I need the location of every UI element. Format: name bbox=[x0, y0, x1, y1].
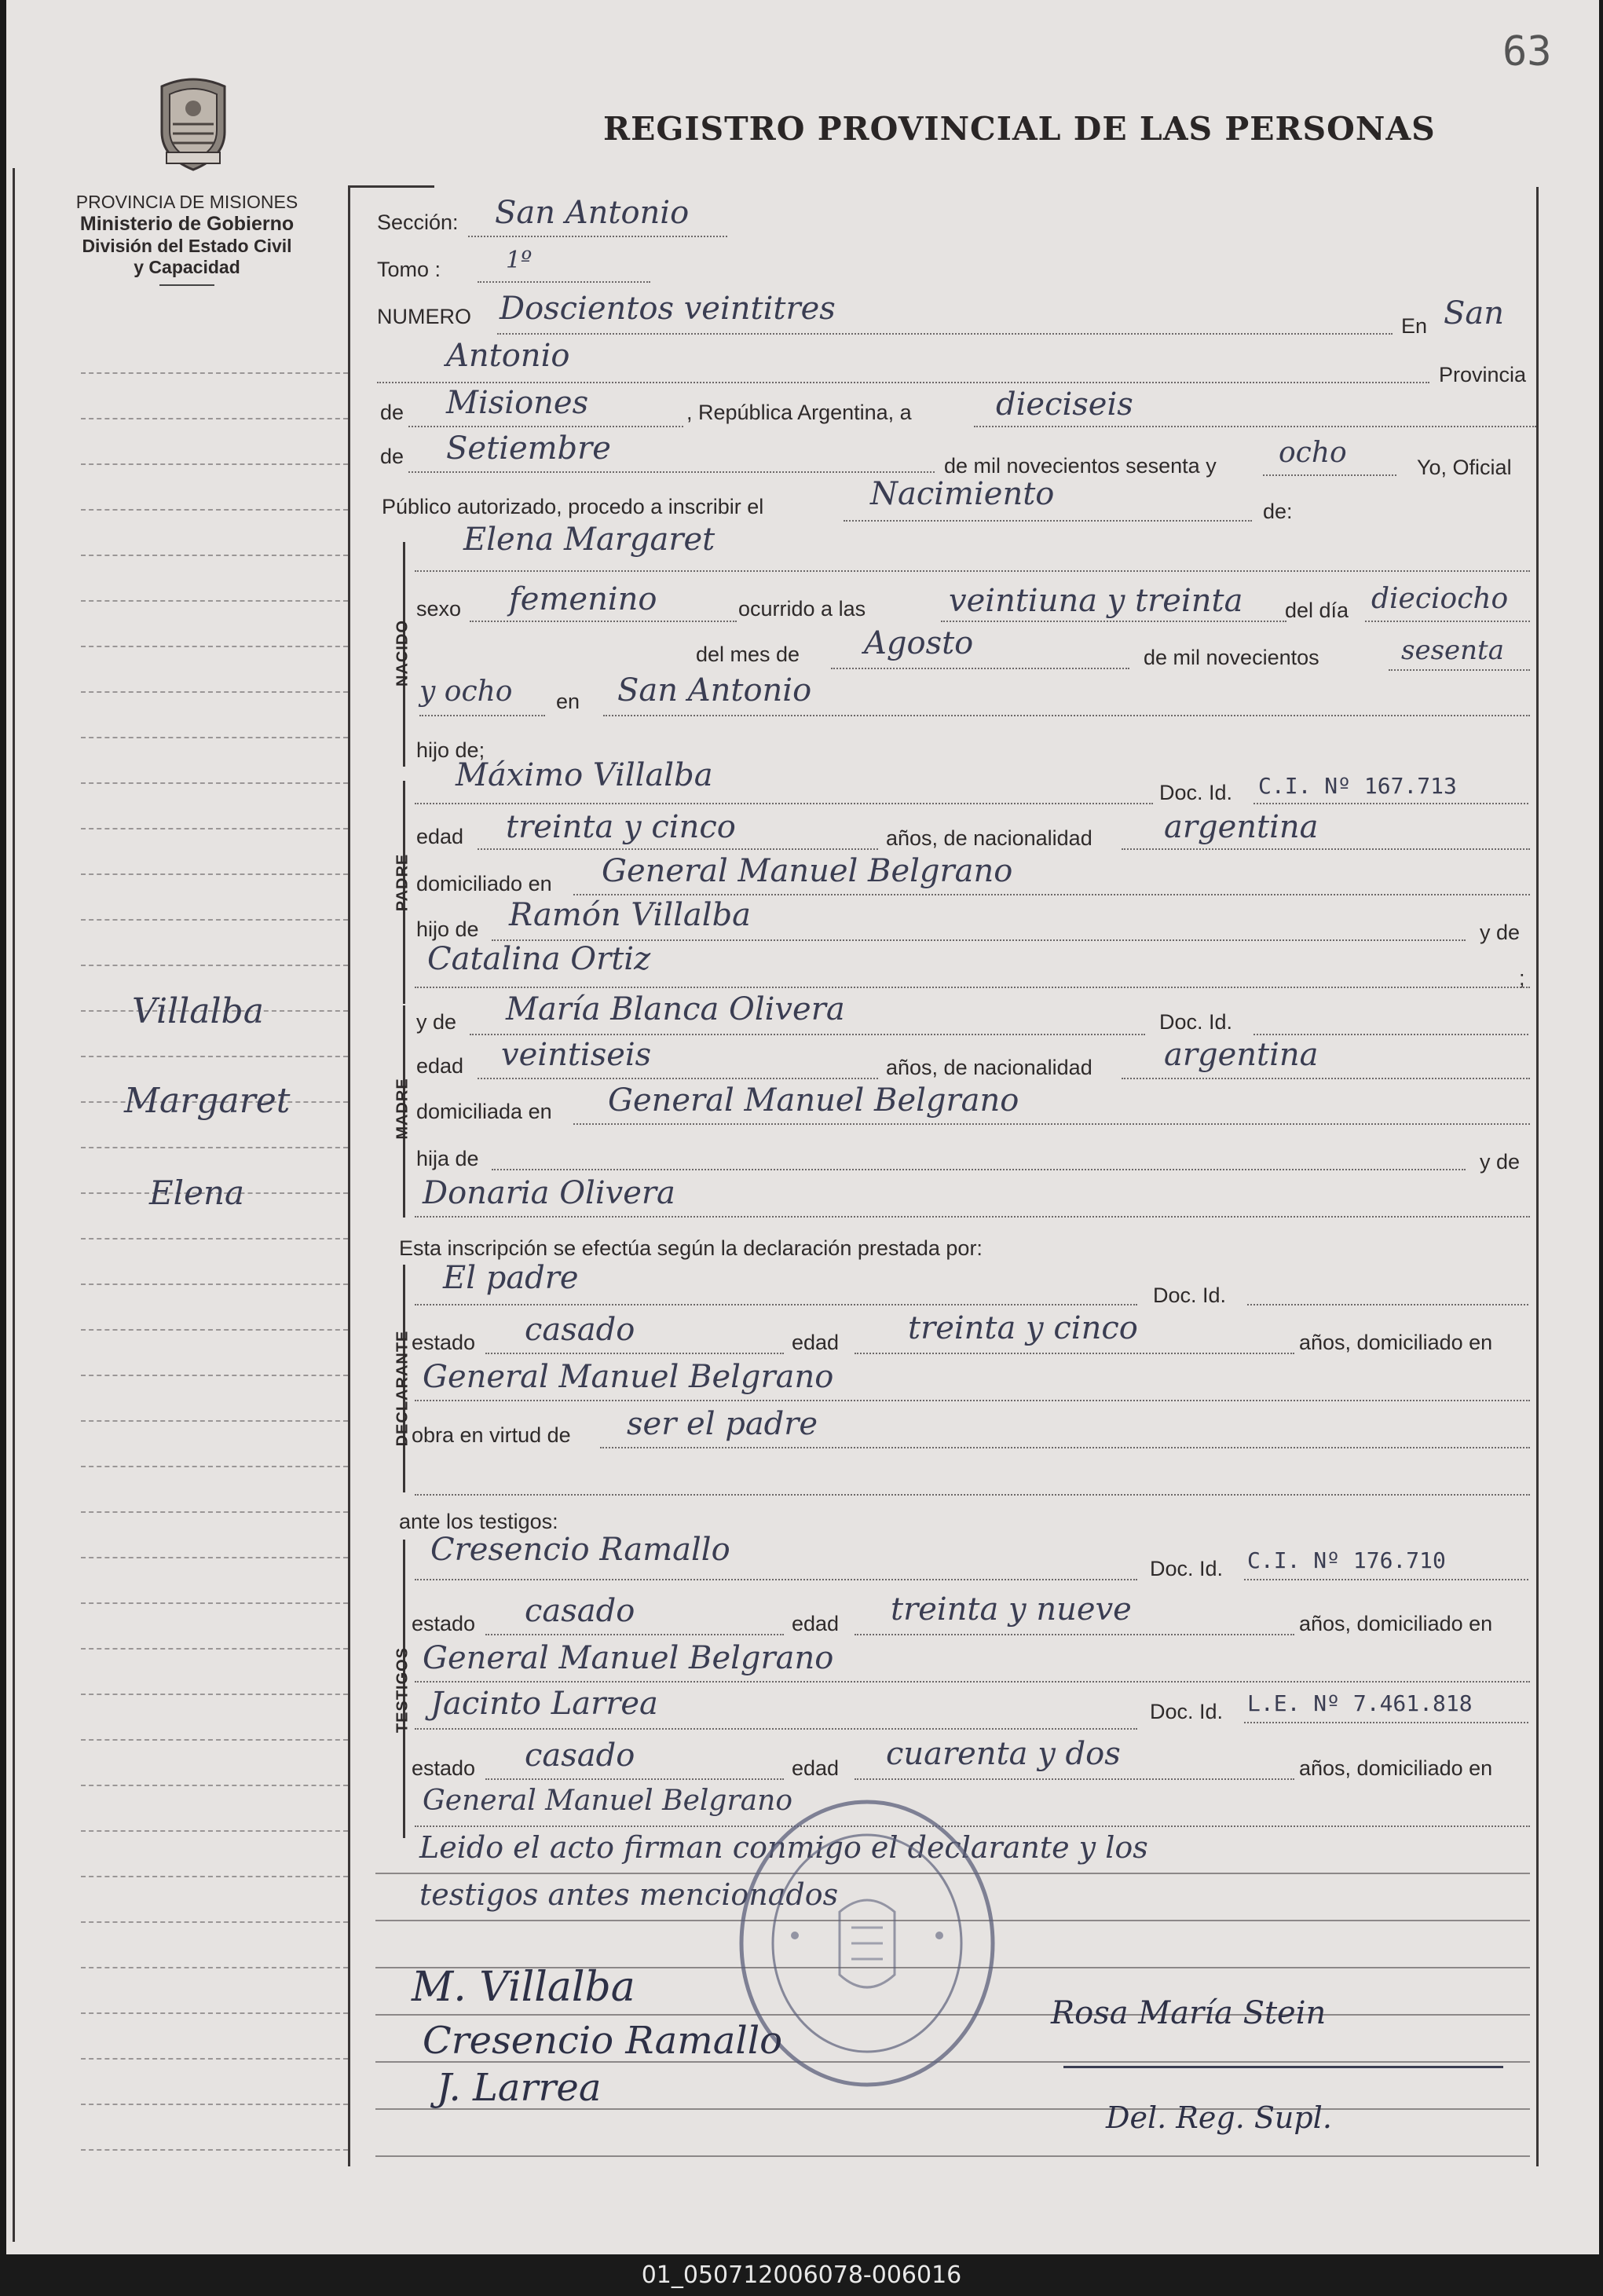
value-decl-dom: General Manuel Belgrano bbox=[423, 1359, 834, 1395]
label-de-colon: de: bbox=[1263, 500, 1293, 523]
value-decl-edad: treinta y cinco bbox=[908, 1310, 1138, 1346]
label-del-dia: del día bbox=[1285, 599, 1349, 622]
value-dia: dieciseis bbox=[996, 386, 1133, 423]
value-madre: María Blanca Olivera bbox=[506, 991, 845, 1027]
value-padre-dom: General Manuel Belgrano bbox=[602, 853, 1013, 889]
value-mes-nac: Agosto bbox=[864, 625, 974, 661]
label-madre-yde: y de bbox=[416, 1010, 457, 1034]
value-t1-estado: casado bbox=[525, 1593, 635, 1629]
label-esta-inscripcion: Esta inscripción se efectúa según la declaración prestada por: bbox=[399, 1236, 983, 1260]
label-madre-yde2: y de bbox=[1480, 1150, 1521, 1174]
label-decl-doc: Doc. Id. bbox=[1153, 1283, 1227, 1307]
label-decl-estado: estado bbox=[412, 1331, 476, 1354]
label-tomo: Tomo : bbox=[377, 258, 441, 281]
value-padre-madre: Catalina Ortiz bbox=[427, 941, 651, 977]
label-madre-doc: Doc. Id. bbox=[1159, 1010, 1233, 1034]
value-sexo: femenino bbox=[509, 581, 657, 617]
label-republica: , República Argentina, a bbox=[686, 401, 912, 424]
signature-officer-title: Del. Reg. Supl. bbox=[1106, 2100, 1332, 2135]
section-label-testigos: TESTIGOS bbox=[393, 1646, 412, 1734]
label-t1-doc: Doc. Id. bbox=[1150, 1557, 1224, 1580]
label-padre-dom: domiciliado en bbox=[416, 872, 552, 895]
value-lugar-nac: San Antonio bbox=[617, 672, 812, 709]
value-en: San bbox=[1444, 295, 1505, 331]
label-decl-anos: años, domiciliado en bbox=[1299, 1331, 1493, 1354]
issuer-block bbox=[69, 192, 305, 286]
label-madre-hija: hija de bbox=[416, 1147, 479, 1170]
value-padre-edad: treinta y cinco bbox=[506, 809, 736, 845]
issuer-province: PROVINCIA DE MISIONES bbox=[75, 192, 298, 212]
value-seccion: San Antonio bbox=[495, 195, 690, 231]
value-t1-dom: General Manuel Belgrano bbox=[423, 1640, 834, 1676]
label-yo-oficial: Yo, Oficial bbox=[1417, 456, 1512, 479]
label-hijo-de: hijo de; bbox=[416, 738, 485, 762]
signature-villalba: M. Villalba bbox=[412, 1964, 635, 2011]
label-en-nac: en bbox=[556, 690, 580, 713]
label-t1-edad: edad bbox=[792, 1612, 840, 1635]
label-t2-doc: Doc. Id. bbox=[1150, 1700, 1224, 1723]
value-declarante: El padre bbox=[443, 1260, 579, 1296]
label-de-mil-sesenta: de mil novecientos sesenta y bbox=[944, 454, 1217, 478]
value-dia-nac: dieciocho bbox=[1371, 583, 1509, 615]
signature-officer: Rosa María Stein bbox=[1051, 1995, 1327, 2031]
value-nombre: Elena Margaret bbox=[463, 522, 715, 558]
margin-surname: Villalba bbox=[132, 991, 264, 1031]
value-testigo1: Cresencio Ramallo bbox=[430, 1532, 730, 1568]
label-provincia: Provincia bbox=[1439, 363, 1527, 386]
value-acto: Nacimiento bbox=[870, 476, 1055, 512]
value-padre: Máximo Villalba bbox=[456, 757, 713, 793]
label-ante-testigos: ante los testigos: bbox=[399, 1510, 558, 1533]
value-t1-edad: treinta y nueve bbox=[891, 1591, 1132, 1628]
value-padre-padre: Ramón Villalba bbox=[509, 897, 752, 933]
value-anio-nac2: y ocho bbox=[419, 676, 513, 708]
label-madre-dom: domiciliada en bbox=[416, 1100, 552, 1123]
value-t2-estado: casado bbox=[525, 1738, 635, 1774]
value-madre-nac: argentina bbox=[1164, 1037, 1319, 1073]
label-numero: NUMERO bbox=[377, 305, 471, 328]
signature-ramallo: Cresencio Ramallo bbox=[423, 2019, 783, 2063]
issuer-capacidad: y Capacidad bbox=[134, 257, 240, 277]
label-madre-nac: años, de nacionalidad bbox=[886, 1056, 1092, 1079]
coat-of-arms-icon bbox=[157, 75, 229, 173]
value-madre-madre: Donaria Olivera bbox=[423, 1175, 675, 1211]
value-padre-nac: argentina bbox=[1164, 809, 1319, 845]
label-t2-estado: estado bbox=[412, 1756, 476, 1780]
frame-top bbox=[348, 185, 434, 188]
page-title: REGISTRO PROVINCIAL DE LAS PERSONAS bbox=[603, 110, 1436, 148]
label-padre-edad: edad bbox=[416, 825, 464, 848]
label-de-2: de bbox=[380, 445, 404, 468]
label-padre-doc: Doc. Id. bbox=[1159, 781, 1233, 804]
label-del-mes: del mes de bbox=[696, 643, 800, 666]
label-sexo: sexo bbox=[416, 597, 462, 621]
issuer-division: División del Estado Civil bbox=[82, 236, 292, 256]
value-anio-nac1: sesenta bbox=[1401, 635, 1504, 666]
section-label-declarante: DECLARANTE bbox=[393, 1330, 412, 1447]
value-t1-doc: C.I. Nº 176.710 bbox=[1247, 1547, 1446, 1573]
label-seccion: Sección: bbox=[377, 211, 459, 234]
value-anio: ocho bbox=[1279, 437, 1347, 469]
closing-line-1: Leido el acto firman conmigo el declarante y los bbox=[419, 1830, 1148, 1865]
label-decl-edad: edad bbox=[792, 1331, 840, 1354]
value-madre-dom: General Manuel Belgrano bbox=[608, 1082, 1019, 1119]
page-number: 63 bbox=[1502, 28, 1552, 75]
value-t2-dom: General Manuel Belgrano bbox=[423, 1785, 792, 1817]
closing-line-2: testigos antes mencionados bbox=[419, 1877, 839, 1912]
value-hora: veintiuna y treinta bbox=[949, 583, 1243, 619]
frame-divider bbox=[348, 185, 350, 2166]
label-de-mil-novecientos: de mil novecientos bbox=[1144, 646, 1319, 669]
margin-name2: Margaret bbox=[124, 1081, 291, 1121]
value-t2-edad: cuarenta y dos bbox=[886, 1736, 1121, 1772]
value-padre-doc: C.I. Nº 167.713 bbox=[1258, 773, 1457, 799]
issuer-ministry: Ministerio de Gobierno bbox=[79, 213, 295, 235]
label-padre-nac: años, de nacionalidad bbox=[886, 826, 1092, 850]
label-t1-estado: estado bbox=[412, 1612, 476, 1635]
value-testigo2: Jacinto Larrea bbox=[430, 1686, 658, 1722]
value-decl-obra: ser el padre bbox=[627, 1406, 818, 1442]
label-t2-edad: edad bbox=[792, 1756, 840, 1780]
label-semicolon: ; bbox=[1519, 966, 1525, 990]
value-tomo: 1º bbox=[506, 247, 533, 274]
section-label-madre: MADRE bbox=[393, 1078, 412, 1140]
label-de-1: de bbox=[380, 401, 404, 424]
section-label-padre: PADRE bbox=[393, 853, 412, 912]
value-provincia: Misiones bbox=[446, 385, 589, 421]
document-sheet bbox=[6, 0, 1599, 2254]
value-t2-doc: L.E. Nº 7.461.818 bbox=[1247, 1690, 1473, 1716]
value-mes: Setiembre bbox=[446, 430, 611, 467]
value-lugar: Antonio bbox=[446, 338, 570, 374]
frame-left-border bbox=[13, 168, 15, 2242]
value-decl-estado: casado bbox=[525, 1312, 635, 1348]
label-ocurrido: ocurrido a las bbox=[738, 597, 866, 621]
label-decl-obra: obra en virtud de bbox=[412, 1423, 571, 1447]
label-publico: Público autorizado, procedo a inscribir el bbox=[382, 495, 764, 518]
signature-larrea: J. Larrea bbox=[437, 2066, 602, 2110]
frame-right-border bbox=[1536, 187, 1539, 2166]
value-numero: Doscientos veintitres bbox=[500, 291, 836, 327]
label-padre-yde: y de bbox=[1480, 921, 1521, 944]
label-madre-edad: edad bbox=[416, 1054, 464, 1078]
margin-name1: Elena bbox=[149, 1174, 245, 1212]
value-madre-edad: veintiseis bbox=[501, 1037, 652, 1073]
label-padre-hijo: hijo de bbox=[416, 917, 479, 941]
label-t2-anos: años, domiciliado en bbox=[1299, 1756, 1493, 1780]
section-label-nacido: NACIDO bbox=[393, 620, 412, 687]
label-t1-anos: años, domiciliado en bbox=[1299, 1612, 1493, 1635]
label-en: En bbox=[1401, 314, 1428, 338]
scan-footer: 01_050712006078-006016 bbox=[0, 2254, 1603, 2296]
